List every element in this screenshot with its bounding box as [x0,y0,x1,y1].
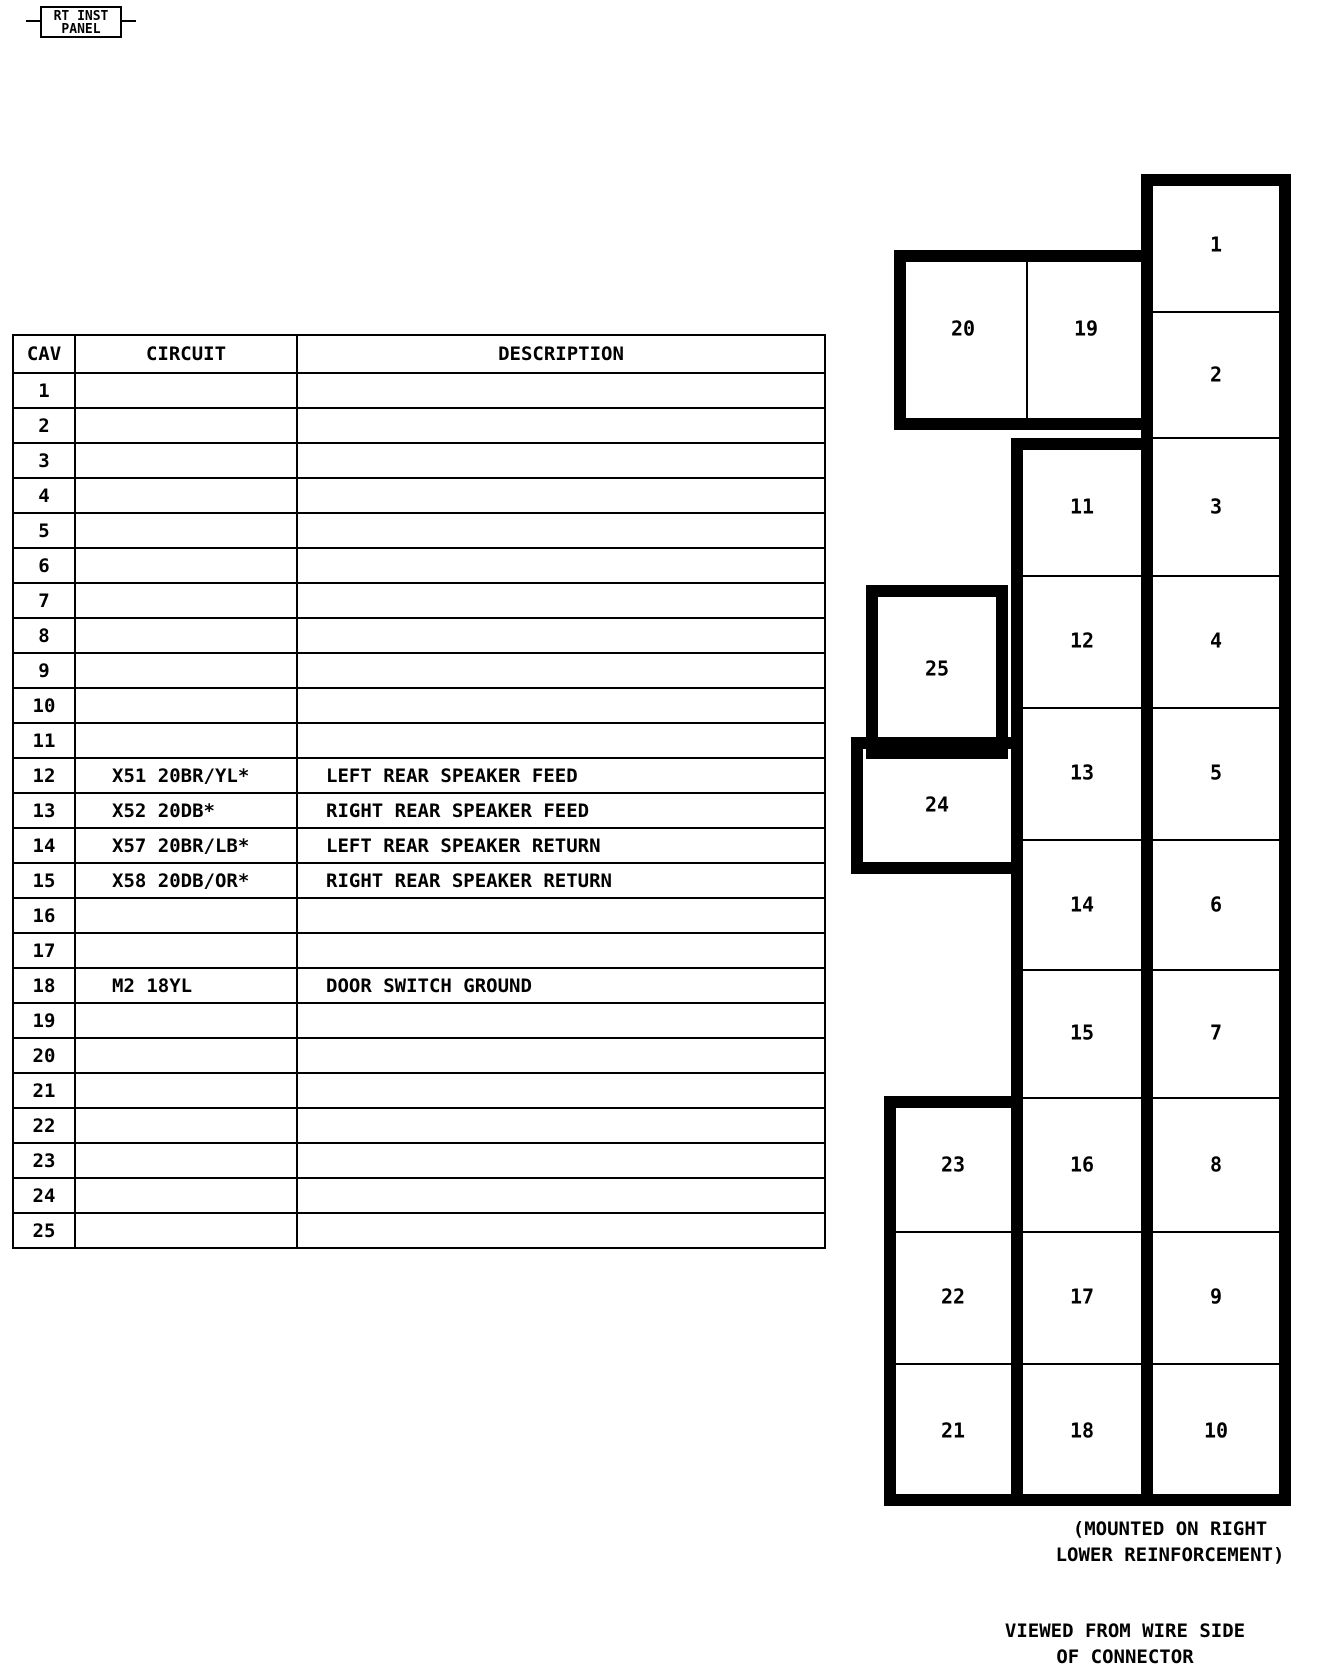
cavity-labels [925,233,1228,1443]
block-19-20-outline [900,256,1147,424]
cavity-label-17: 17 [1069,1284,1095,1309]
cavity-label-14: 14 [1069,892,1095,917]
tag-box [40,6,122,38]
table-row [13,898,825,933]
table-row [13,723,825,758]
cavity-label-3: 3 [1209,494,1223,519]
circuit-cell [75,1108,297,1143]
table-row [13,758,825,793]
table-row [13,1003,825,1038]
description-cell: RIGHT REAR SPEAKER RETURN [297,863,825,898]
description-cell [297,1143,825,1178]
cav-cell: 11 [13,723,75,758]
description-cell: RIGHT REAR SPEAKER FEED [297,793,825,828]
cav-cell: 24 [13,1178,75,1213]
description-cell [297,1178,825,1213]
cavity-label-4: 4 [1209,628,1223,653]
circuit-cell [75,898,297,933]
description-cell [297,478,825,513]
cav-cell: 3 [13,443,75,478]
view-note [960,1618,1290,1670]
cavity-label-19: 19 [1073,316,1099,341]
table-row [13,793,825,828]
cav-cell: 21 [13,1073,75,1108]
table-row [13,478,825,513]
circuit-cell [75,583,297,618]
block-24-outline [857,743,1017,868]
cav-cell: 1 [13,373,75,408]
cavity-table [12,334,826,1249]
cav-cell: 6 [13,548,75,583]
tag-line-2: PANEL [61,22,101,37]
tag-lead-right [122,20,136,22]
tag-lead-left [26,20,40,22]
table-row [13,968,825,1003]
header-cav: CAV [13,335,75,373]
cavity-label-13: 13 [1069,760,1095,785]
block-21-23-outline [890,1102,1017,1500]
cav-cell: 12 [13,758,75,793]
description-cell [297,898,825,933]
cav-cell: 20 [13,1038,75,1073]
cavity-label-22: 22 [940,1284,966,1309]
circuit-cell [75,373,297,408]
circuit-cell [75,513,297,548]
circuit-cell: M2 18YL [75,968,297,1003]
cav-cell: 7 [13,583,75,618]
circuit-cell [75,618,297,653]
table-row [13,1213,825,1248]
description-cell: LEFT REAR SPEAKER RETURN [297,828,825,863]
description-cell [297,653,825,688]
cavity-label-5: 5 [1209,760,1223,785]
cav-cell: 25 [13,1213,75,1248]
circuit-cell: X58 20DB/OR* [75,863,297,898]
circuit-cell [75,548,297,583]
cav-cell: 23 [13,1143,75,1178]
cavity-label-23: 23 [940,1152,966,1177]
header-description: DESCRIPTION [297,335,825,373]
circuit-cell [75,1073,297,1108]
table-row [13,688,825,723]
description-cell [297,1073,825,1108]
circuit-cell: X51 20BR/YL* [75,758,297,793]
header-circuit: CIRCUIT [75,335,297,373]
table-row [13,443,825,478]
circuit-cell [75,688,297,723]
table-row [13,1073,825,1108]
cavity-label-18: 18 [1069,1418,1095,1443]
description-cell [297,1213,825,1248]
table-row [13,548,825,583]
cav-cell: 8 [13,618,75,653]
circuit-cell [75,478,297,513]
table-row [13,1108,825,1143]
description-cell [297,513,825,548]
circuit-cell: X52 20DB* [75,793,297,828]
cav-cell: 18 [13,968,75,1003]
description-cell [297,373,825,408]
mounting-note-line-1: (MOUNTED ON RIGHT [1072,1518,1268,1540]
cav-cell: 5 [13,513,75,548]
cavity-label-8: 8 [1209,1152,1223,1177]
column-middle-outline [1017,444,1147,1500]
cavity-label-11: 11 [1069,494,1095,519]
description-cell [297,408,825,443]
description-cell [297,1108,825,1143]
circuit-cell [75,653,297,688]
cavity-label-24: 24 [924,792,950,817]
table-row [13,408,825,443]
table-header-row [13,335,825,373]
circuit-cell [75,1143,297,1178]
description-cell [297,933,825,968]
circuit-cell [75,408,297,443]
cavity-label-10: 10 [1203,1418,1229,1443]
mounting-note [1020,1516,1320,1568]
description-cell [297,548,825,583]
cavity-label-7: 7 [1209,1020,1223,1045]
cavity-label-16: 16 [1069,1152,1095,1177]
circuit-cell [75,1038,297,1073]
cavity-label-21: 21 [940,1418,966,1443]
cav-cell: 17 [13,933,75,968]
cavity-label-2: 2 [1209,362,1223,387]
circuit-cell [75,723,297,758]
cavity-label-15: 15 [1069,1020,1095,1045]
table-row [13,513,825,548]
circuit-cell [75,1003,297,1038]
description-cell: LEFT REAR SPEAKER FEED [297,758,825,793]
block-25-outline [872,591,1002,753]
circuit-cell [75,1213,297,1248]
cav-cell: 13 [13,793,75,828]
cavity-label-6: 6 [1209,892,1223,917]
tag-line-1: RT INST [53,9,109,24]
cav-cell: 9 [13,653,75,688]
cav-cell: 4 [13,478,75,513]
description-cell [297,723,825,758]
table-row [13,653,825,688]
cav-cell: 15 [13,863,75,898]
cavity-label-1: 1 [1209,232,1223,257]
view-note-line-1: VIEWED FROM WIRE SIDE [1004,1620,1246,1642]
description-cell [297,1003,825,1038]
table-row [13,828,825,863]
cav-cell: 19 [13,1003,75,1038]
table-row [13,1143,825,1178]
cav-cell: 10 [13,688,75,723]
cavity-label-12: 12 [1069,628,1095,653]
cav-cell: 2 [13,408,75,443]
table-row [13,1038,825,1073]
mounting-note-line-2: LOWER REINFORCEMENT) [1055,1544,1285,1566]
circuit-cell [75,443,297,478]
table-row [13,373,825,408]
column-right-outline [1147,180,1285,1500]
circuit-cell [75,1178,297,1213]
circuit-cell: X57 20BR/LB* [75,828,297,863]
cavity-label-20: 20 [950,316,976,341]
table-row [13,863,825,898]
table-row [13,933,825,968]
table-row [13,583,825,618]
description-cell: DOOR SWITCH GROUND [297,968,825,1003]
cavity-label-9: 9 [1209,1284,1223,1309]
view-note-line-2: OF CONNECTOR [1056,1646,1194,1668]
description-cell [297,1038,825,1073]
description-cell [297,443,825,478]
table-row [13,1178,825,1213]
cav-cell: 22 [13,1108,75,1143]
panel-tag [26,6,110,40]
circuit-cell [75,933,297,968]
cavity-label-25: 25 [924,656,950,681]
cav-cell: 14 [13,828,75,863]
table-row [13,618,825,653]
description-cell [297,583,825,618]
description-cell [297,618,825,653]
description-cell [297,688,825,723]
table-body [13,373,825,1248]
cav-cell: 16 [13,898,75,933]
